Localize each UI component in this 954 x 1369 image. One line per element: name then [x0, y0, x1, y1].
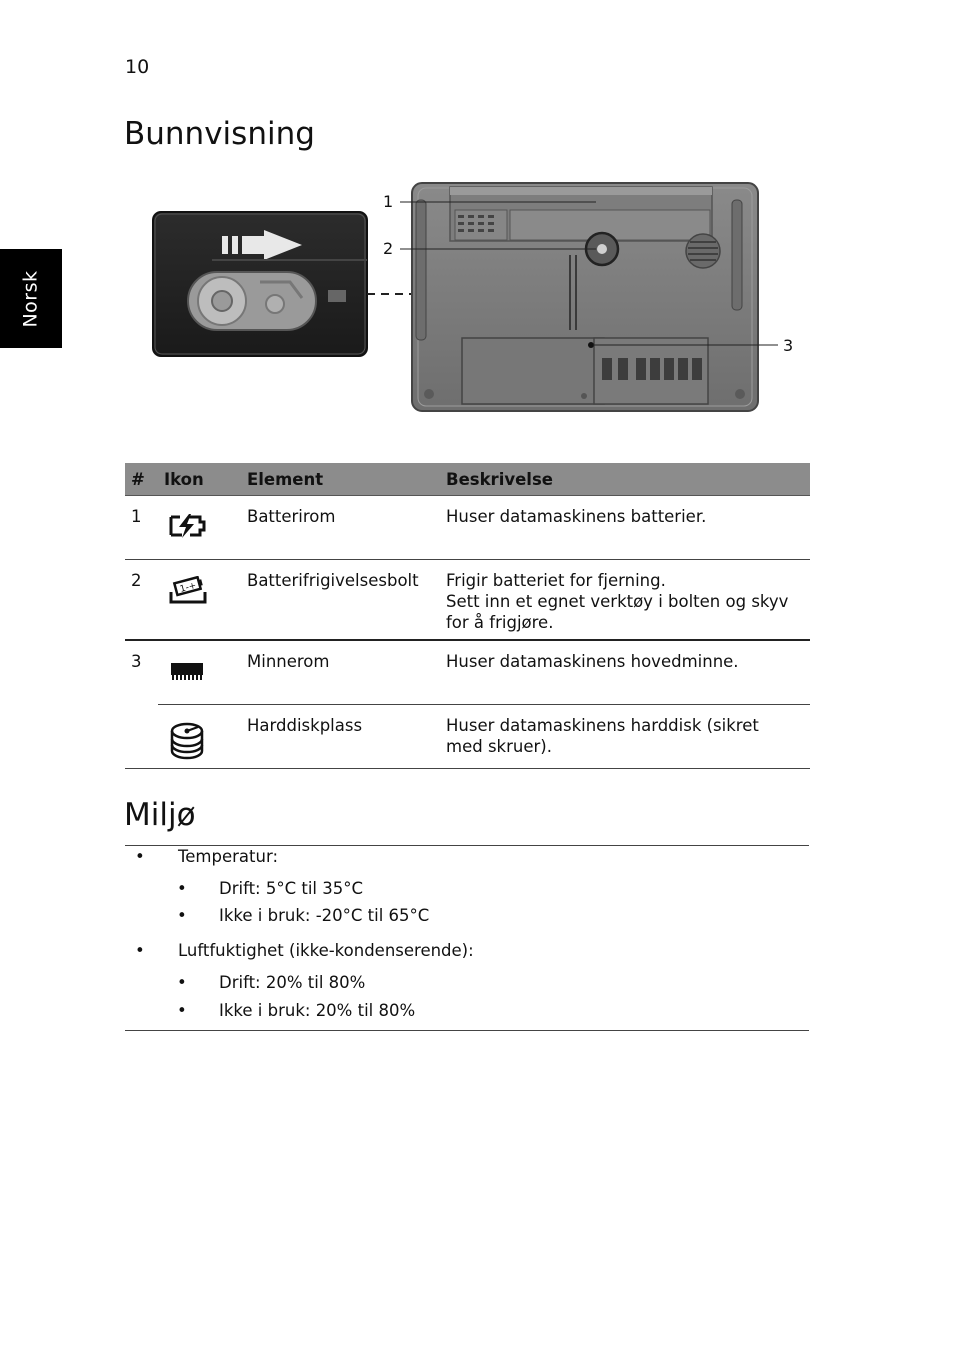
table-row — [125, 640, 810, 705]
table-row — [125, 560, 810, 641]
list-item: Ikke i bruk: 20% til 80% — [219, 1001, 416, 1020]
header-description: Beskrivelse — [440, 463, 810, 496]
callout-label-1: 1 — [383, 192, 394, 211]
page-number: 10 — [125, 56, 150, 78]
humidity-label: Luftfuktighet (ikke-kondenserende): — [178, 941, 474, 960]
row-element: Batterirom — [241, 496, 440, 560]
bullet: • — [177, 973, 187, 992]
row-number: 3 — [131, 652, 142, 671]
row-icon — [158, 496, 241, 560]
table-header-row — [125, 463, 810, 496]
row-element: Minnerom — [241, 640, 440, 705]
components-table — [125, 463, 810, 769]
header-number: # — [125, 463, 158, 496]
list-item: Drift: 5°C til 35°C — [219, 879, 364, 898]
row-icon — [158, 705, 241, 769]
bullet: • — [177, 906, 187, 925]
section-title-environment: Miljø — [124, 797, 196, 833]
row-description: Frigir batteriet for fjerning. Sett inn et egnet verktøy i bolten og skyv for å frigjøre. — [440, 560, 810, 641]
table-row — [125, 705, 810, 769]
row-icon — [158, 560, 241, 641]
language-tab — [0, 249, 62, 348]
row-description: Huser datamaskinens hovedminne. — [440, 640, 810, 705]
row-number: 2 — [125, 560, 158, 641]
laptop-body — [412, 183, 758, 411]
row-icon — [158, 640, 241, 705]
row-description: Huser datamaskinens batterier. — [440, 496, 810, 560]
callout-label-2: 2 — [383, 239, 394, 258]
header-icon: Ikon — [158, 463, 241, 496]
language-tab-label: Norsk — [20, 269, 42, 328]
bullet: • — [177, 879, 187, 898]
bullet: • — [135, 847, 145, 866]
row-description: Huser datamaskinens harddisk (sikret med skruer). — [440, 705, 810, 769]
row-element: Harddiskplass — [241, 705, 440, 769]
temperature-label: Temperatur: — [178, 847, 278, 866]
list-item: Drift: 20% til 80% — [219, 973, 366, 992]
laptop-bottom-illustration — [150, 180, 810, 420]
svg-text:1-+: 1-+ — [178, 580, 198, 595]
battery-charging-icon — [168, 512, 206, 540]
environment-list — [125, 845, 809, 1031]
section-title-bottom-view: Bunnvisning — [124, 116, 315, 152]
bottom-view-figure — [150, 180, 810, 420]
row-number: 1 — [125, 496, 158, 560]
list-item: Ikke i bruk: -20°C til 65°C — [219, 906, 430, 925]
row-number — [125, 705, 158, 769]
battery-release-icon — [168, 576, 208, 606]
hard-disk-icon — [168, 721, 206, 761]
latch-closeup — [153, 212, 367, 356]
callout-label-3: 3 — [783, 336, 794, 355]
header-element: Element — [241, 463, 440, 496]
bullet: • — [177, 1001, 187, 1020]
memory-module-icon — [168, 657, 206, 683]
bullet: • — [135, 941, 145, 960]
table-row — [125, 496, 810, 560]
row-element: Batterifrigivelsesbolt — [241, 560, 440, 641]
